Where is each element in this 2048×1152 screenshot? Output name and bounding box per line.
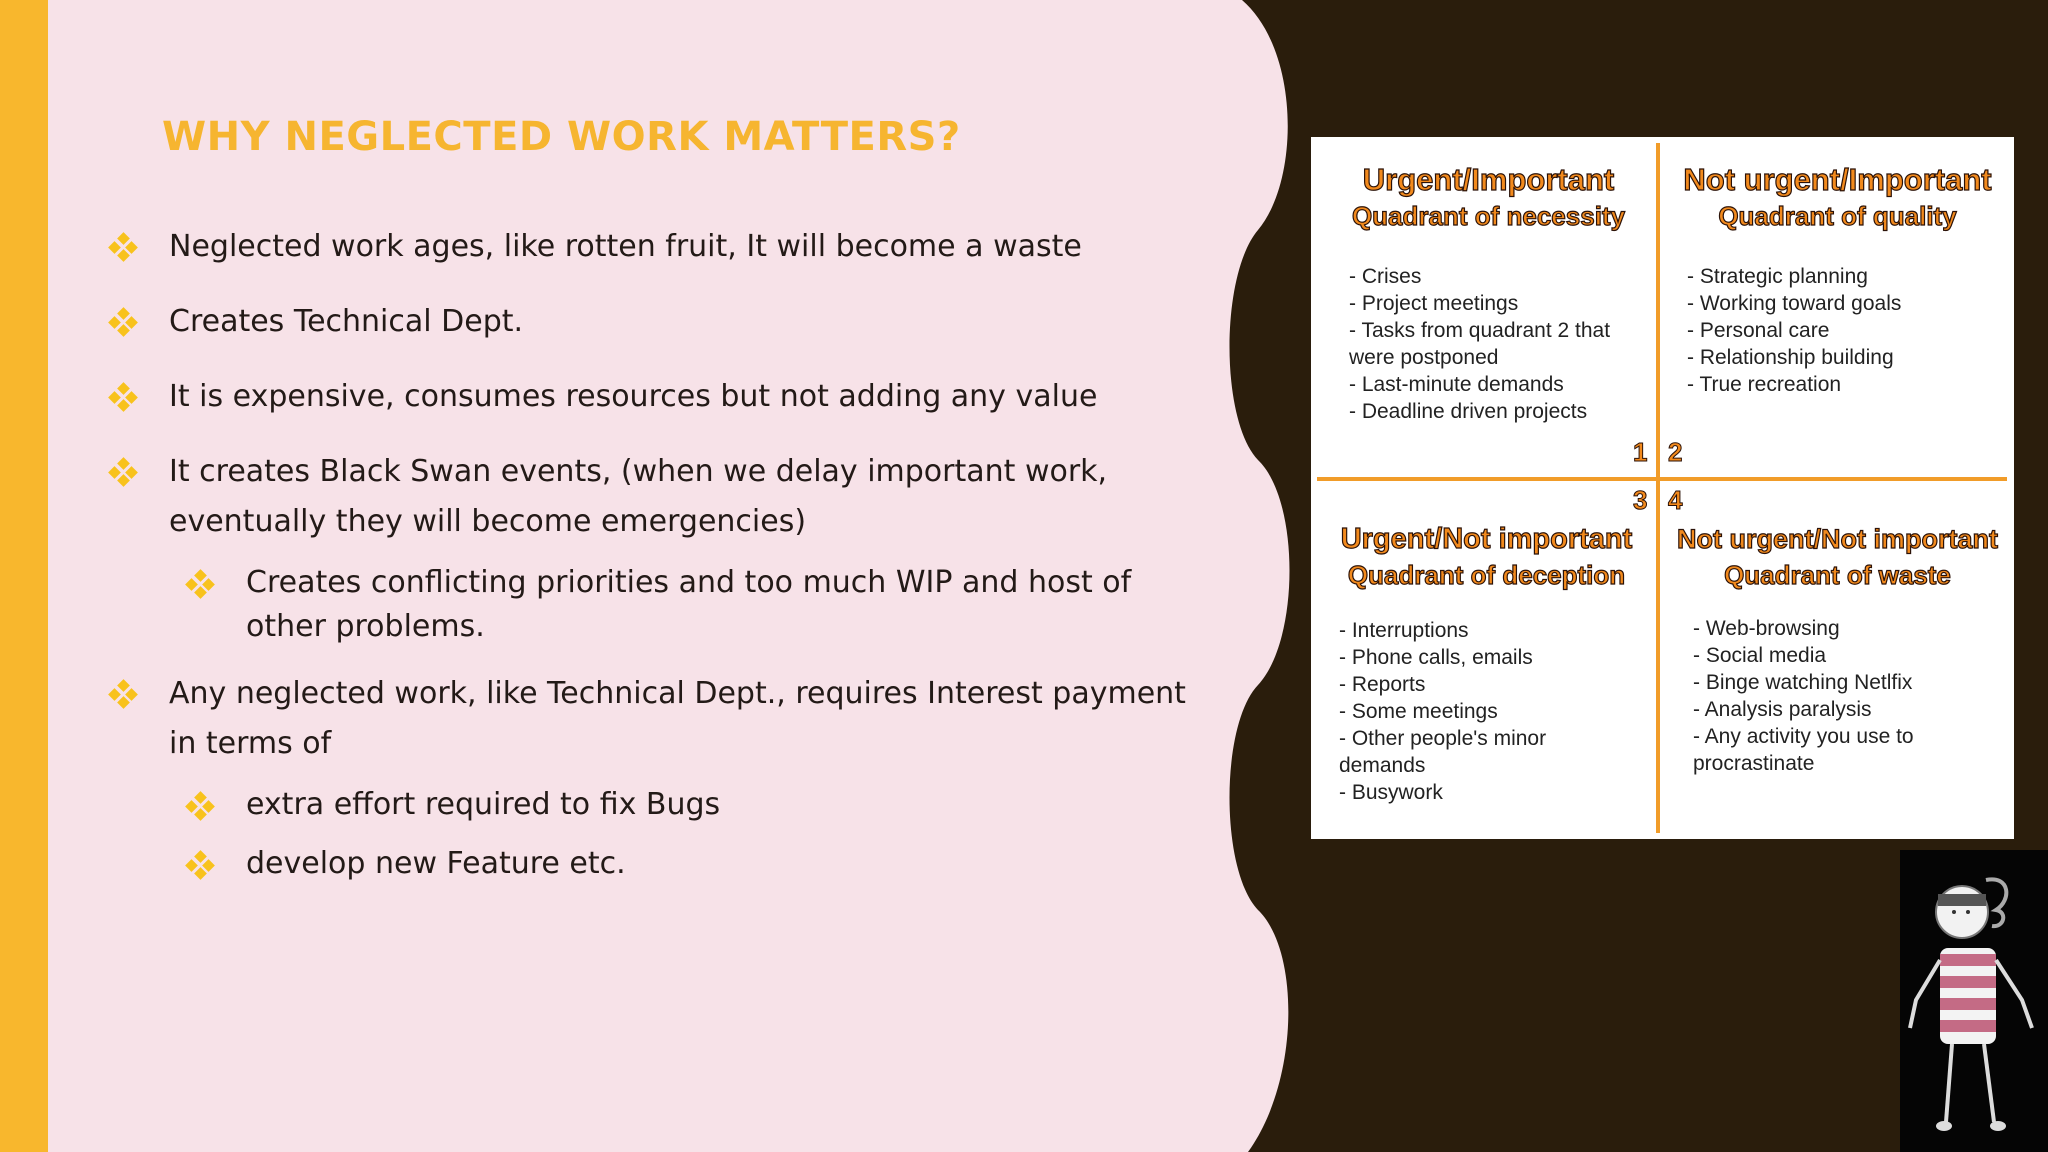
bullet-item — [110, 222, 1190, 272]
bullet-text: It creates Black Swan events, (when we delay important work, eventually they will become emergencies) — [169, 454, 1108, 539]
quadrant-4-title: Not urgent/Not important — [1677, 524, 1998, 554]
eisenhower-matrix-image — [1311, 137, 2014, 839]
sub-bullet-item — [187, 842, 1190, 886]
bullet-text: Any neglected work, like Technical Dept., requires Interest payment in terms of — [169, 676, 1186, 761]
quadrant-3-item: - Reports — [1339, 673, 1426, 696]
quadrant-1-item: - Tasks from quadrant 2 that — [1349, 319, 1611, 342]
bullet-item — [110, 372, 1190, 422]
diamond-bullet-icon — [110, 384, 136, 410]
bullet-text: develop new Feature etc. — [246, 846, 626, 881]
quadrant-1-item: - Deadline driven projects — [1349, 400, 1588, 423]
bullet-text: Creates Technical Dept. — [169, 304, 524, 339]
quadrant-4-item: - Any activity you use to — [1693, 725, 1914, 748]
quadrant-2-item: - Relationship building — [1687, 346, 1894, 369]
quadrant-1-item: - Last-minute demands — [1349, 373, 1564, 396]
diamond-bullet-icon — [110, 459, 136, 485]
quadrant-3-title: Urgent/Not important — [1340, 523, 1633, 555]
quadrant-3-item: - Phone calls, emails — [1339, 646, 1533, 669]
bullet-text: It is expensive, consumes resources but not adding any value — [169, 379, 1098, 414]
quadrant-3-item: - Some meetings — [1339, 700, 1498, 723]
quadrant-2-subtitle: Quadrant of quality — [1718, 201, 1957, 231]
bullet-item — [110, 669, 1190, 769]
quadrant-4-list — [1693, 615, 1914, 777]
quadrant-1-number: 1 — [1633, 437, 1648, 467]
diamond-bullet-icon — [187, 793, 213, 819]
quadrant-4-item: procrastinate — [1693, 752, 1815, 775]
quadrant-2-number: 2 — [1668, 437, 1683, 467]
diamond-bullet-icon — [110, 234, 136, 260]
quadrant-3-subtitle: Quadrant of deception — [1347, 560, 1626, 590]
diamond-bullet-icon — [110, 309, 136, 335]
quadrant-4-item: - Web-browsing — [1693, 617, 1840, 640]
quadrant-1-subtitle: Quadrant of necessity — [1351, 201, 1626, 231]
quadrant-2-title: Not urgent/Important — [1683, 162, 1992, 197]
quadrant-2-item: - Personal care — [1687, 319, 1830, 342]
quadrant-4-item: - Analysis paralysis — [1693, 698, 1872, 721]
quadrant-1-item: - Crises — [1349, 265, 1422, 288]
stick-figure-drawing-image — [1900, 850, 2048, 1152]
quadrant-1-header — [1321, 162, 1656, 234]
bullet-text: Neglected work ages, like rotten fruit, It will become a waste — [169, 229, 1082, 264]
bullet-item — [110, 447, 1190, 547]
quadrant-3-number: 3 — [1633, 485, 1648, 515]
quadrant-4-subtitle: Quadrant of waste — [1724, 560, 1951, 590]
diamond-bullet-icon — [187, 852, 213, 878]
quadrant-4-item: - Social media — [1693, 644, 1827, 667]
quadrant-4-header — [1661, 521, 2014, 593]
quadrant-4-number: 4 — [1668, 485, 1683, 515]
quadrant-1-item: were postponed — [1349, 346, 1499, 369]
quadrant-2-header — [1661, 162, 2014, 234]
bullet-text: extra effort required to fix Bugs — [246, 787, 721, 822]
diamond-bullet-icon — [110, 681, 136, 707]
quadrant-3-list — [1339, 617, 1546, 806]
quadrant-1-title: Urgent/Important — [1362, 162, 1615, 197]
accent-side-bar — [0, 0, 48, 1152]
slide-title: WHY NEGLECTED WORK MATTERS? — [162, 114, 961, 160]
matrix-horizontal-axis — [1317, 477, 2007, 481]
quadrant-1-item: - Project meetings — [1349, 292, 1519, 315]
quadrant-3-item: - Interruptions — [1339, 619, 1469, 642]
diamond-bullet-icon — [187, 571, 213, 597]
bullet-item — [110, 297, 1190, 347]
stick-figure-icon — [1900, 850, 2048, 1152]
quadrant-2-list — [1687, 263, 1901, 398]
bullet-list — [110, 222, 1190, 900]
quadrant-3-item: - Busywork — [1339, 781, 1443, 804]
quadrant-1-list — [1349, 263, 1610, 425]
sub-bullet-item — [187, 561, 1190, 649]
quadrant-4-item: - Binge watching Netlfix — [1693, 671, 1913, 694]
quadrant-2-item: - Working toward goals — [1687, 292, 1902, 315]
sub-bullet-item — [187, 783, 1190, 827]
quadrant-3-item: - Other people's minor — [1339, 727, 1547, 750]
bullet-text: Creates conflicting priorities and too much WIP and host of other problems. — [246, 565, 1132, 644]
matrix-vertical-axis — [1656, 143, 1660, 833]
quadrant-2-item: - True recreation — [1687, 373, 1842, 396]
quadrant-3-header — [1317, 521, 1656, 593]
quadrant-2-item: - Strategic planning — [1687, 265, 1868, 288]
quadrant-3-item: demands — [1339, 754, 1426, 777]
